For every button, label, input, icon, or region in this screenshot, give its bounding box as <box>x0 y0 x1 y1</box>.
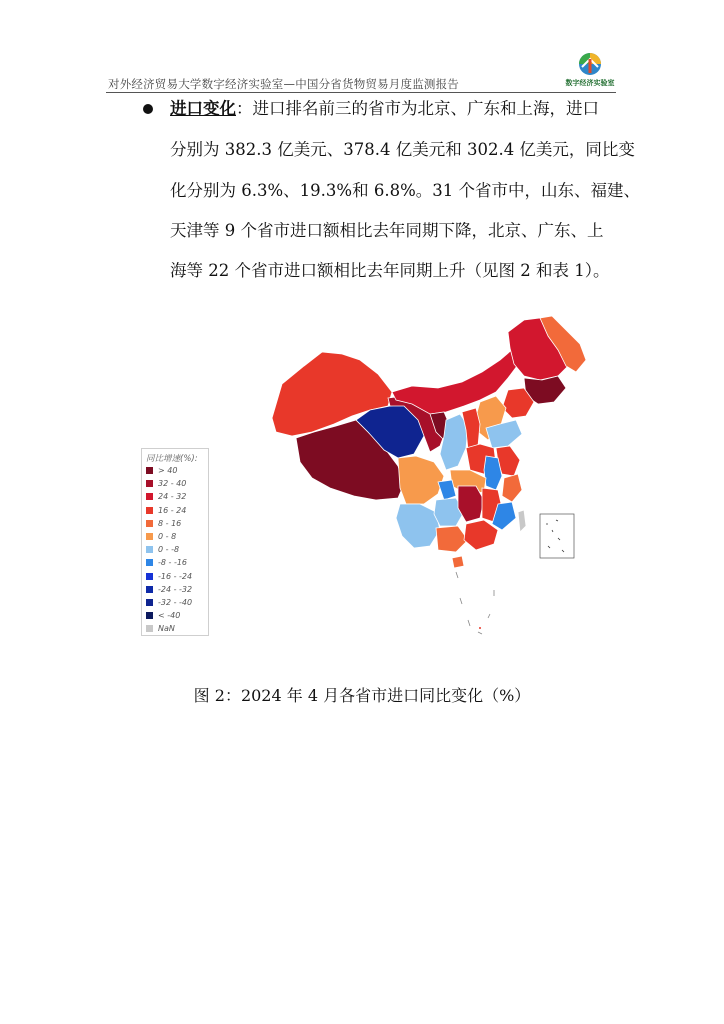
legend-item <box>142 477 208 490</box>
legend-swatch <box>146 480 153 487</box>
legend-label: NaN <box>158 624 175 634</box>
legend-item <box>142 490 208 503</box>
region-yunnan <box>396 504 440 548</box>
legend-label: 24 - 32 <box>158 492 187 502</box>
legend-swatch <box>146 467 153 474</box>
paragraph-line-4: 天津等 9 个省市进口额相比去年同期下降，北京、广东、上 <box>170 221 604 240</box>
legend-label: -16 - -24 <box>158 571 193 581</box>
legend-swatch <box>146 533 153 540</box>
legend-item <box>142 530 208 543</box>
legend-label: < -40 <box>158 611 181 621</box>
legend-item <box>142 596 208 609</box>
legend-label: -32 - -40 <box>158 597 193 607</box>
legend-title: 同比增速(%): <box>146 454 198 464</box>
china-import-map <box>262 312 602 664</box>
inset-islands <box>546 520 564 552</box>
line-1-text: 进口排名前三的省市为北京、广东和上海，进口 <box>252 99 599 118</box>
paragraph-line-3: 化分别为 6.3%、19.3%和 6.8%。31 个省市中，山东、福建、 <box>170 181 640 200</box>
section-lead: 进口变化 <box>170 99 236 118</box>
paragraph-line-5: 海等 22 个省市进口额相比去年同期上升（见图 2 和表 1）。 <box>170 261 610 280</box>
legend-swatch <box>146 599 153 606</box>
logo-text: 数字经济实验室 <box>565 79 615 87</box>
lab-logo-icon <box>562 50 618 80</box>
legend-swatch <box>146 625 153 632</box>
legend-item <box>142 583 208 596</box>
legend-swatch <box>146 546 153 553</box>
south-sea-dashes <box>456 572 494 634</box>
region-hainan <box>452 556 464 568</box>
paragraph-line-1 <box>170 98 599 120</box>
legend-swatch <box>146 586 153 593</box>
legend-label: > 40 <box>158 466 178 476</box>
legend-item <box>142 464 208 477</box>
legend-item <box>142 622 208 635</box>
map-legend <box>141 448 209 636</box>
figure-caption: 图 2：2024 年 4 月各省市进口同比变化（%） <box>193 686 531 705</box>
lab-logo <box>562 50 618 90</box>
south-sea-island <box>479 627 481 629</box>
legend-label: 0 - -8 <box>158 545 180 555</box>
region-taiwan <box>518 510 526 532</box>
legend-item <box>142 543 208 556</box>
paragraph-line-2: 分别为 382.3 亿美元、378.4 亿美元和 302.4 亿美元，同比变 <box>170 140 635 159</box>
legend-item <box>142 504 208 517</box>
legend-item <box>142 609 208 622</box>
document-header: 对外经济贸易大学数字经济实验室—中国分省货物贸易月度监测报告 <box>108 77 459 91</box>
legend-item <box>142 517 208 530</box>
legend-swatch <box>146 612 153 619</box>
region-guangxi <box>436 526 468 552</box>
legend-label: 0 - 8 <box>158 532 177 542</box>
legend-label: -24 - -32 <box>158 584 193 594</box>
region-zhejiang <box>502 474 522 502</box>
lead-colon: ： <box>236 99 253 118</box>
bullet-icon <box>143 104 153 114</box>
legend-label: 8 - 16 <box>158 518 182 528</box>
header-rule <box>106 92 616 93</box>
legend-label: 32 - 40 <box>158 479 187 489</box>
legend-swatch <box>146 493 153 500</box>
region-sichuan <box>398 456 444 504</box>
legend-swatch <box>146 559 153 566</box>
legend-item <box>142 570 208 583</box>
legend-swatch <box>146 520 153 527</box>
legend-swatch <box>146 507 153 514</box>
legend-swatch <box>146 573 153 580</box>
legend-item <box>142 556 208 569</box>
legend-label: -8 - -16 <box>158 558 188 568</box>
legend-label: 16 - 24 <box>158 505 187 515</box>
